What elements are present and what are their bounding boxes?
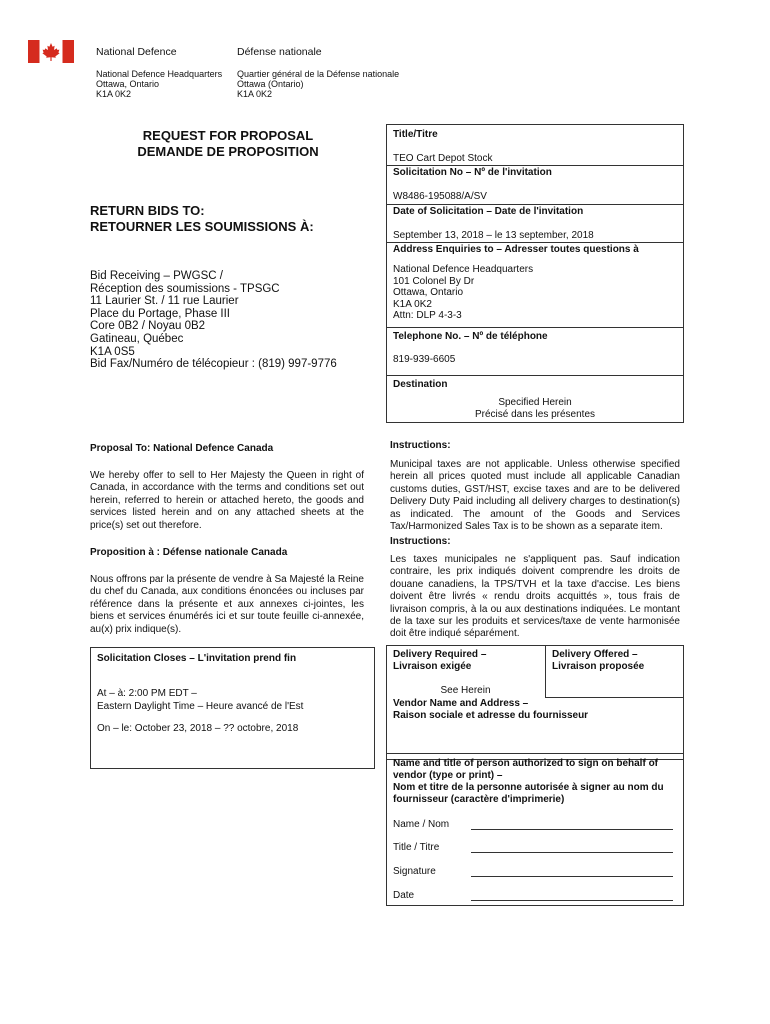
phone-label: Telephone No. – Nº de téléphone (393, 331, 548, 342)
canada-flag-icon (28, 40, 74, 63)
vendor-name-label: Vendor Name and Address – Raison sociale et adresse du fournisseur (393, 698, 589, 721)
authorized-signer-label: Name and title of person authorized to sign on behalf of vendor (type or print) – Nom et titre de la personne autorisée à signer au nom du fournisseur (caractère d'imprimerie) (393, 758, 664, 805)
dept-name-en: National Defence (96, 46, 177, 58)
divider (386, 165, 684, 166)
phone-value: 819-939-6605 (393, 354, 456, 365)
return-bids-heading (90, 203, 314, 235)
divider (386, 327, 684, 328)
solicitation-date-value: September 13, 2018 – le 13 september, 2018 (393, 230, 594, 241)
sig-title-label: Title / Titre (393, 842, 440, 853)
sig-name-field[interactable] (471, 829, 673, 830)
solicitation-closes-date: On – le: October 23, 2018 – ?? octobre, 2018 (97, 723, 299, 734)
delivery-required-label: Delivery Required – Livraison exigée (393, 649, 487, 672)
dept-name-fr: Défense nationale (237, 46, 322, 58)
sig-signature-label: Signature (393, 866, 436, 877)
divider (386, 375, 684, 376)
solicitation-date-label: Date of Solicitation – Date de l'invitation (393, 206, 584, 217)
solicitation-closes-label: Solicitation Closes – L'invitation prend fin (97, 653, 297, 664)
return-bids-fr: RETOURNER LES SOUMISSIONS À: (90, 219, 314, 234)
sig-signature-field[interactable] (471, 876, 673, 877)
destination-label: Destination (393, 379, 448, 390)
instructions-text-fr: Les taxes municipales ne s'appliquent pas. Sauf indication contraire, les prix indiqués doivent comprendre les droits de douane canadiens, la TPS/TVH et la taxe d'accise. Les biens doivent être livrés « rendu droits acquittés », tous frais de livraison compris, à la ou aux destinations indiquées. Le montant de la taxe sur les produits et services/taxe de vente harmonisée doit être indiqué séparément. (390, 554, 680, 640)
sig-title-field[interactable] (471, 852, 673, 853)
proposal-to-fr: Proposition à : Défense nationale Canada (90, 547, 288, 558)
offer-text-fr: Nous offrons par la présente de vendre à Sa Majesté la Reine du chef du Canada, aux conditions énoncées ou incluses par référence dans la présente et aux annexes ci-jointes, les biens et services énumérés ici et sur toute feuille ci-annexée, au(x) prix indique(s). (90, 574, 364, 635)
solicitation-no-label: Solicitation No – Nº de l'invitation (393, 167, 552, 178)
dept-address-en: National Defence Headquarters Ottawa, Ontario K1A 0K2 (96, 69, 223, 99)
instructions-label-en: Instructions: (390, 440, 451, 451)
divider (386, 242, 684, 243)
divider (545, 645, 546, 697)
delivery-offered-label: Delivery Offered – Livraison proposée (552, 649, 645, 672)
rfp-title-en: REQUEST FOR PROPOSAL (142, 128, 314, 143)
title-value: TEO Cart Depot Stock (393, 153, 493, 164)
destination-value: Specified Herein Précisé dans les présentes (474, 397, 596, 420)
solicitation-closes-time: At – à: 2:00 PM EDT – Eastern Daylight Time – Heure avancé de l'Est (97, 688, 304, 712)
dept-address-fr: Quartier général de la Défense nationale Ottawa (Ontario) K1A 0K2 (237, 69, 400, 99)
title-label: Title/Titre (393, 129, 438, 140)
enquiries-label: Address Enquiries to – Adresser toutes questions à (393, 244, 639, 255)
sig-date-label: Date (393, 890, 415, 901)
sig-name-label: Name / Nom (393, 819, 450, 830)
bid-receiving-address: Bid Receiving – PWGSC / Réception des soumissions - TPSGC 11 Laurier St. / 11 rue Laurier Place du Portage, Phase III Core 0B2 / Noyau 0B2 Gatineau, Québec K1A 0S5 Bid Fax/Numéro de télécopieur : (819) 997-9776 (90, 270, 337, 371)
rfp-title (118, 128, 338, 160)
proposal-to-en: Proposal To: National Defence Canada (90, 443, 274, 454)
instructions-label-fr: Instructions: (390, 536, 451, 547)
solicitation-no-value: W8486-195088/A/SV (393, 191, 487, 202)
instructions-text-en: Municipal taxes are not applicable. Unless otherwise specified herein all prices quoted must include all applicable Canadian customs duties, GST/HST, excise taxes and are to be delivered Delivery Duty Paid including all delivery charges to destination(s) as indicated. The amount of the Goods and Services Tax/Harmonized Sales Tax is to be shown as a separate item. (390, 459, 680, 533)
rfp-title-fr: DEMANDE DE PROPOSITION (137, 144, 319, 159)
return-bids-en: RETURN BIDS TO: (90, 203, 205, 218)
enquiries-value: National Defence Headquarters 101 Colonel By Dr Ottawa, Ontario K1A 0K2 Attn: DLP 4-3-3 (393, 264, 534, 321)
sig-date-field[interactable] (471, 900, 673, 901)
delivery-required-value: See Herein (440, 685, 491, 696)
offer-text-en: We hereby offer to sell to Her Majesty the Queen in right of Canada, in accordance with the terms and conditions set out herein, referred to herein or attached hereto, the goods and services listed herein and on any attached sheets at the price(s) set out therefore. (90, 470, 364, 531)
divider (386, 204, 684, 205)
